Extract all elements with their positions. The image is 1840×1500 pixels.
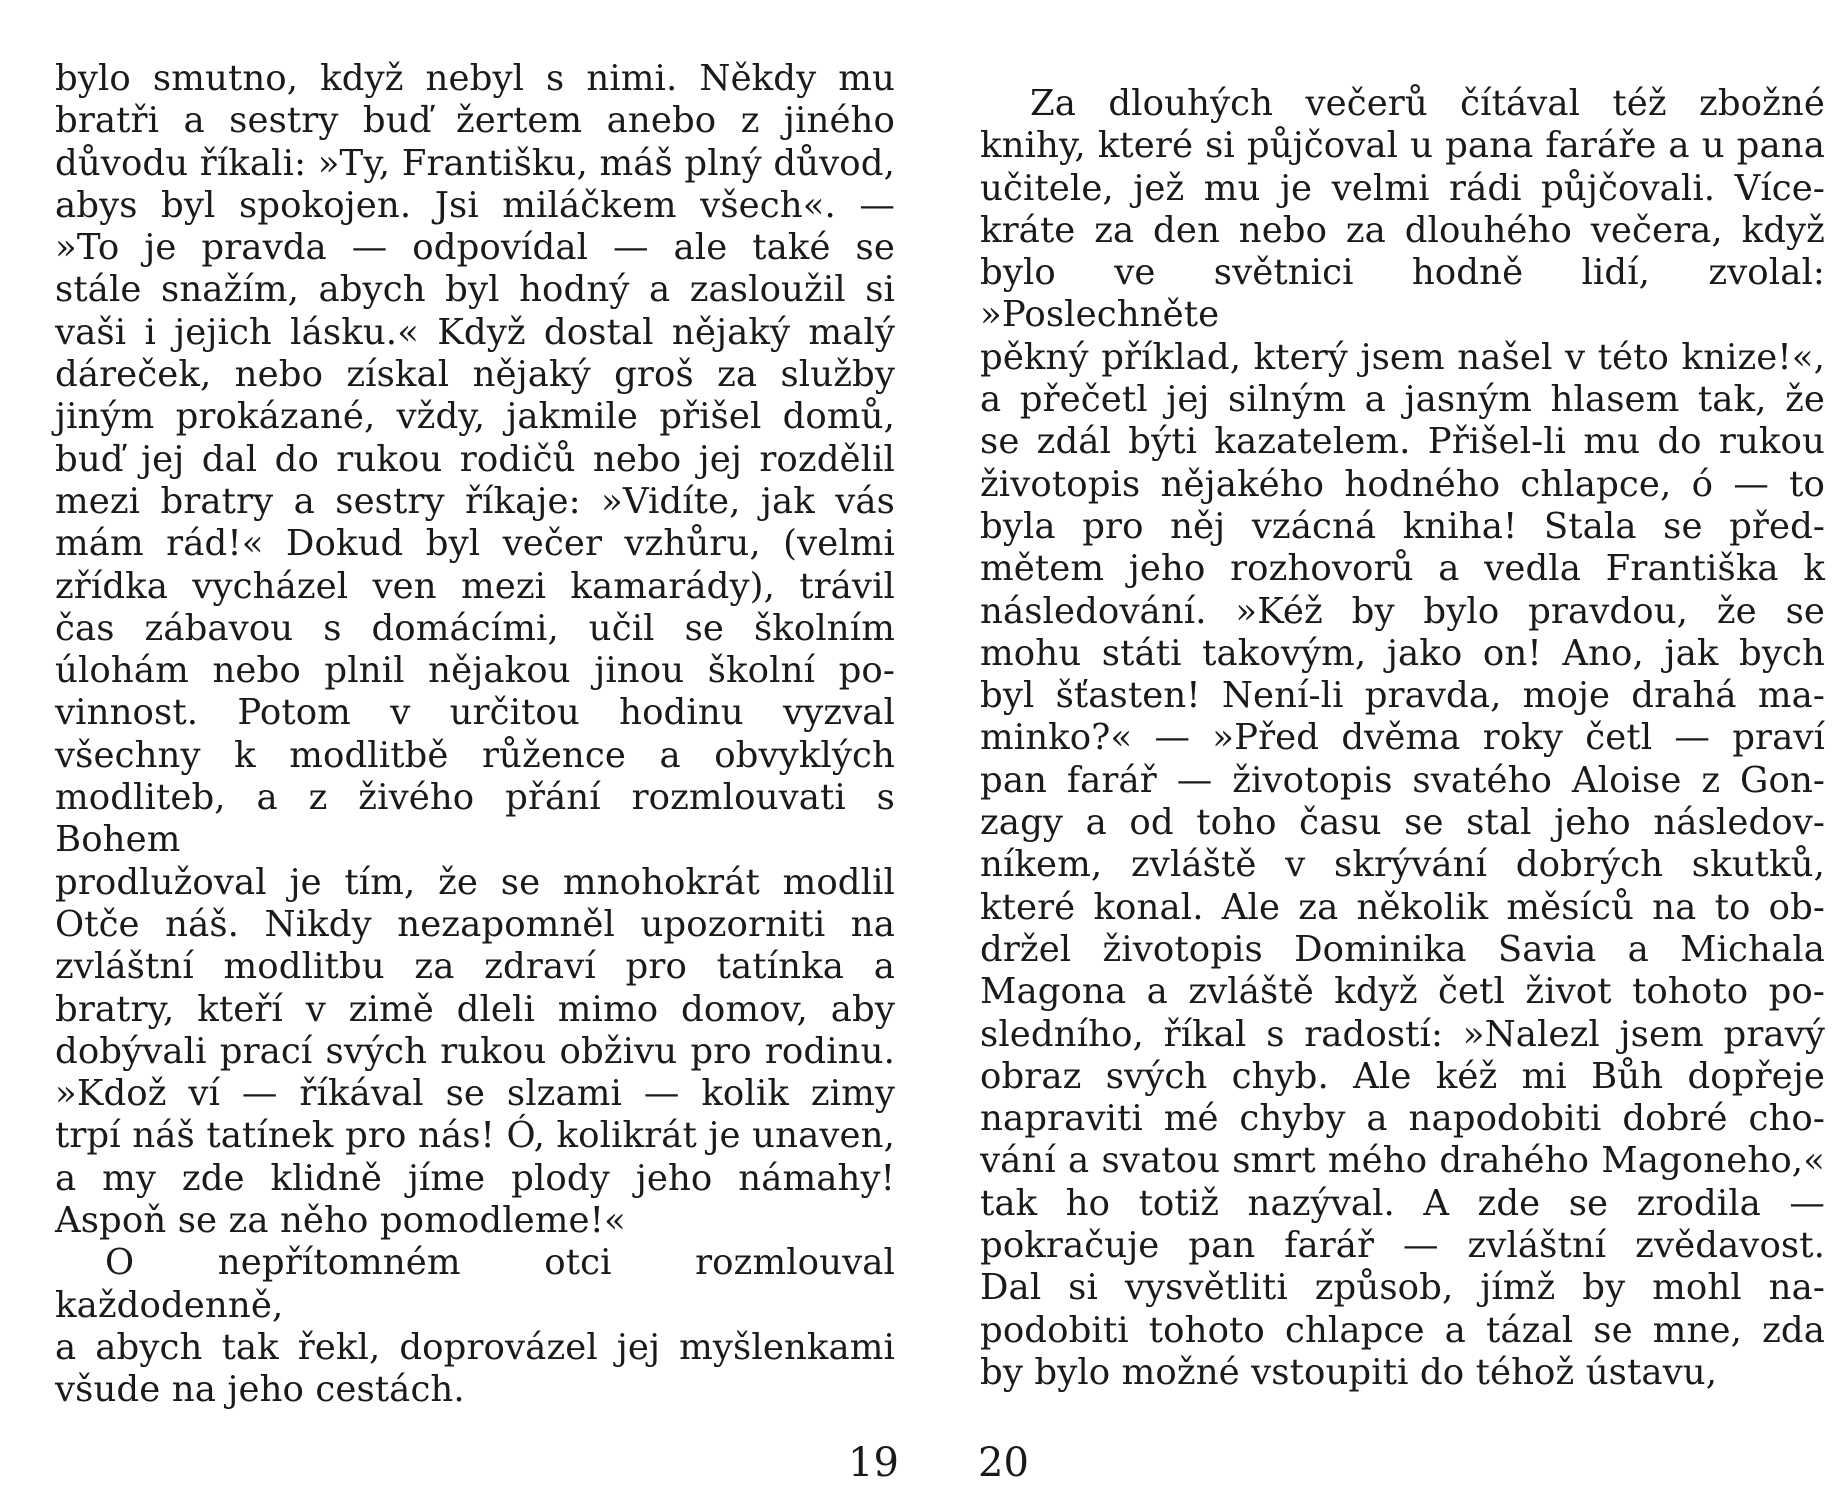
text-line: napraviti mé chyby a napodobiti dobré cho- (980, 1098, 1825, 1140)
text-line: mětem jeho rozhovorů a vedla Františka k (980, 548, 1825, 590)
text-line: bratry, kteří v zimě dleli mimo domov, aby (55, 988, 895, 1030)
text-line: Za dlouhých večerů čítával též zbožné (1030, 83, 1825, 124)
text-line: dáreček, nebo získal nějaký groš za služby (55, 354, 895, 396)
text-line: držel životopis Dominika Savia a Michala (980, 928, 1825, 970)
text-line: »Kdož ví — říkával se slzami — kolik zimy (55, 1073, 895, 1115)
text-line: následování. »Kéž by bylo pravdou, že se (980, 590, 1825, 632)
text-line: byla pro něj vzácná kniha! Stala se před- (980, 505, 1825, 547)
text-line: »To je pravda — odpovídal — ale také se (55, 227, 895, 269)
text-line: kráte za den nebo za dlouhého večera, když (980, 209, 1825, 251)
text-line: minko?« — »Před dvěma roky četl — praví (980, 717, 1825, 759)
text-line: úlohám nebo plnil nějakou jinou školní po- (55, 650, 895, 692)
text-line: pokračuje pan farář — zvláštní zvědavost. (980, 1225, 1825, 1267)
text-line: zvláštní modlitbu za zdraví pro tatínka a (55, 946, 895, 988)
text-line: modliteb, a z živého přání rozmlouvati s Bohem (55, 777, 895, 861)
text-line: vání a svatou smrt mého drahého Magoneho,« (980, 1140, 1825, 1182)
text-line: učitele, jež mu je velmi rádi půjčovali. Více- (980, 167, 1825, 209)
text-line: a abych tak řekl, doprovázel jej myšlenkami (55, 1326, 895, 1368)
text-line: vinnost. Potom v určitou hodinu vyzval (55, 692, 895, 734)
text-line: níkem, zvláště v skrývání dobrých skutků, (980, 844, 1825, 886)
text-line: pan farář — životopis svatého Aloise z Gon- (980, 759, 1825, 801)
text-line: bratři a sestry buď žertem anebo z jiného (55, 100, 895, 142)
text-line: trpí náš tatínek pro nás! Ó, kolikrát je unaven, (55, 1115, 895, 1157)
text-line: stále snažím, abych byl hodný a zasloužil si (55, 269, 895, 311)
text-line: dobývali prací svých rukou obživu pro rodinu. (55, 1030, 895, 1072)
text-line: Otče náš. Nikdy nezapomněl upozorniti na (55, 903, 895, 945)
text-line: Aspoň se za něho pomodleme!« (55, 1200, 626, 1242)
text-line: pěkný příklad, který jsem našel v této knize!«, (980, 336, 1825, 378)
text-line: důvodu říkali: »Ty, Františku, máš plný důvod, (55, 142, 895, 184)
text-line: Dal si vysvětliti způsob, jímž by mohl na- (980, 1267, 1825, 1309)
text-line: čas zábavou s domácími, učil se školním (55, 607, 895, 649)
text-line: tak ho totiž nazýval. A zde se zrodila — (980, 1182, 1825, 1224)
text-line: podobiti tohoto chlapce a tázal se mne, zda (980, 1309, 1825, 1351)
right-page-text (980, 83, 1825, 1394)
text-line: které konal. Ale za několik měsíců na to ob- (980, 886, 1825, 928)
text-line: se zdál býti kazatelem. Přišel-li mu do rukou (980, 421, 1825, 463)
text-line: životopis nějakého hodného chlapce, ó — to (980, 463, 1825, 505)
text-line: zagy a od toho času se stal jeho následov- (980, 802, 1825, 844)
text-line: byl šťasten! Není-li pravda, moje drahá ma- (980, 675, 1825, 717)
text-line: abys byl spokojen. Jsi miláčkem všech«. — (55, 184, 895, 226)
text-line: knihy, které si půjčoval u pana faráře a u pana (980, 125, 1825, 167)
text-line: prodlužoval je tím, že se mnohokrát modlil (55, 861, 895, 903)
text-line: mám rád!« Dokud byl večer vzhůru, (velmi (55, 523, 895, 565)
text-line: mezi bratry a sestry říkaje: »Vidíte, jak vás (55, 480, 895, 522)
left-page-number: 19 (848, 1440, 899, 1486)
text-line: všechny k modlitbě růžence a obvyklých (55, 734, 895, 776)
text-line: všude na jeho cestách. (55, 1369, 465, 1411)
right-page-number: 20 (978, 1440, 1029, 1486)
text-line: mohu státi takovým, jako on! Ano, jak bych (980, 632, 1825, 674)
text-line: bylo ve světnici hodně lidí, zvolal: »Poslechněte (980, 252, 1825, 336)
text-line: obraz svých chyb. Ale kéž mi Bůh dopřeje (980, 1055, 1825, 1097)
text-line: vaši i jejich lásku.« Když dostal nějaký malý (55, 311, 895, 353)
text-line: a my zde klidně jíme plody jeho námahy! (55, 1157, 895, 1199)
text-line: buď jej dal do rukou rodičů nebo jej rozdělil (55, 438, 895, 480)
text-line: jiným prokázané, vždy, jakmile přišel domů, (55, 396, 895, 438)
text-line: bylo smutno, když nebyl s nimi. Někdy mu (55, 58, 895, 99)
text-line: zřídka vycházel ven mezi kamarády), trávil (55, 565, 895, 607)
text-line: by bylo možné vstoupiti do téhož ústavu, (980, 1351, 1718, 1393)
text-line: sledního, říkal s radostí: »Nalezl jsem pravý (980, 1013, 1825, 1055)
right-page (920, 0, 1840, 1500)
left-page-text (55, 58, 895, 1412)
text-line: O nepřítomném otci rozmlouval každodenně, (55, 1242, 895, 1326)
text-line: a přečetl jej silným a jasným hlasem tak, že (980, 379, 1825, 421)
text-line: Magona a zvláště když četl život tohoto po- (980, 971, 1825, 1013)
